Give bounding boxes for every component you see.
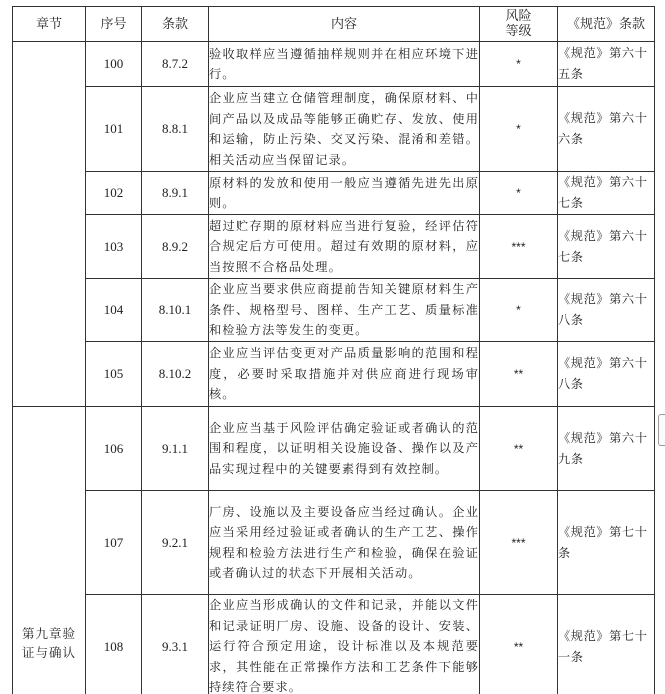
table-row (13, 595, 655, 694)
header-content: 内容 (209, 7, 480, 42)
row-content: 企业应当形成确认的文件和记录，并能以文件和记录证明厂房、设施、设备的设计、安装、运行符合预定用途，设计标准以及本规范要求，其性能在正常操作方法和工艺条件下能够持续符合要求。 (209, 595, 480, 694)
row-no: 105 (86, 342, 142, 407)
chapter-cell (13, 407, 86, 694)
row-risk: * (480, 87, 558, 172)
table-row (13, 42, 655, 87)
row-content: 厂房、设施以及主要设备应当经过确认。企业应当采用经过验证或者确认的生产工艺、操作规程和检验方法进行生产和检验，确保在验证或者确认过的状态下开展相关活动。 (209, 491, 480, 595)
scroll-handle[interactable] (658, 414, 665, 446)
header-row (13, 7, 655, 42)
table-row (13, 407, 655, 491)
row-no: 100 (86, 42, 142, 87)
row-clause: 8.7.2 (142, 42, 209, 87)
header-clause: 条款 (142, 7, 209, 42)
chapter-label: 第九章验证与确认 (21, 626, 76, 660)
row-clause: 8.9.1 (142, 172, 209, 215)
row-risk: * (480, 172, 558, 215)
header-risk-label: 风险等级 (505, 9, 532, 39)
row-ref: 《规范》第六十五条 (558, 42, 655, 87)
row-risk: * (480, 42, 558, 87)
chapter-cell-empty (13, 42, 86, 407)
row-risk: ** (480, 407, 558, 491)
header-risk (480, 7, 558, 42)
header-no: 序号 (86, 7, 142, 42)
row-risk: ** (480, 595, 558, 694)
table-row (13, 172, 655, 215)
row-ref: 《规范》第七十一条 (558, 595, 655, 694)
row-content: 企业应当评估变更对产品质量影响的范围和程度，必要时采取措施并对供应商进行现场审核。 (209, 342, 480, 407)
header-ref: 《规范》条款 (558, 7, 655, 42)
row-no: 103 (86, 215, 142, 279)
row-clause: 8.10.2 (142, 342, 209, 407)
row-ref: 《规范》第七十条 (558, 491, 655, 595)
regulation-table (12, 6, 655, 694)
row-clause: 9.2.1 (142, 491, 209, 595)
row-no: 107 (86, 491, 142, 595)
table-row (13, 215, 655, 279)
table-row (13, 279, 655, 342)
row-content: 验收取样应当遵循抽样规则并在相应环境下进行。 (209, 42, 480, 87)
row-no: 108 (86, 595, 142, 694)
row-risk: *** (480, 491, 558, 595)
table-row (13, 87, 655, 172)
row-clause: 8.10.1 (142, 279, 209, 342)
row-no: 102 (86, 172, 142, 215)
table-row (13, 491, 655, 595)
row-risk: * (480, 279, 558, 342)
row-risk: ** (480, 342, 558, 407)
row-no: 101 (86, 87, 142, 172)
header-chapter: 章节 (13, 7, 86, 42)
row-ref: 《规范》第六十七条 (558, 172, 655, 215)
row-ref: 《规范》第六十九条 (558, 407, 655, 491)
row-ref: 《规范》第六十八条 (558, 342, 655, 407)
row-ref: 《规范》第六十八条 (558, 279, 655, 342)
row-ref: 《规范》第六十七条 (558, 215, 655, 279)
row-content: 超过贮存期的原材料应当进行复验，经评估符合规定后方可使用。超过有效期的原材料，应当按照不合格品处理。 (209, 215, 480, 279)
table-row (13, 342, 655, 407)
row-content: 企业应当基于风险评估确定验证或者确认的范围和程度，以证明相关设施设备、操作以及产品实现过程中的关键要素得到有效控制。 (209, 407, 480, 491)
row-clause: 9.3.1 (142, 595, 209, 694)
row-content: 企业应当要求供应商提前告知关键原材料生产条件、规格型号、图样、生产工艺、质量标准和检验方法等发生的变更。 (209, 279, 480, 342)
row-no: 104 (86, 279, 142, 342)
row-clause: 8.9.2 (142, 215, 209, 279)
row-risk: *** (480, 215, 558, 279)
row-content: 原材料的发放和使用一般应当遵循先进先出原则。 (209, 172, 480, 215)
row-no: 106 (86, 407, 142, 491)
row-content: 企业应当建立仓储管理制度，确保原材料、中间产品以及成品等能够正确贮存、发放、使用和运输，防止污染、交叉污染、混淆和差错。相关活动应当保留记录。 (209, 87, 480, 172)
row-ref: 《规范》第六十六条 (558, 87, 655, 172)
row-clause: 9.1.1 (142, 407, 209, 491)
row-clause: 8.8.1 (142, 87, 209, 172)
